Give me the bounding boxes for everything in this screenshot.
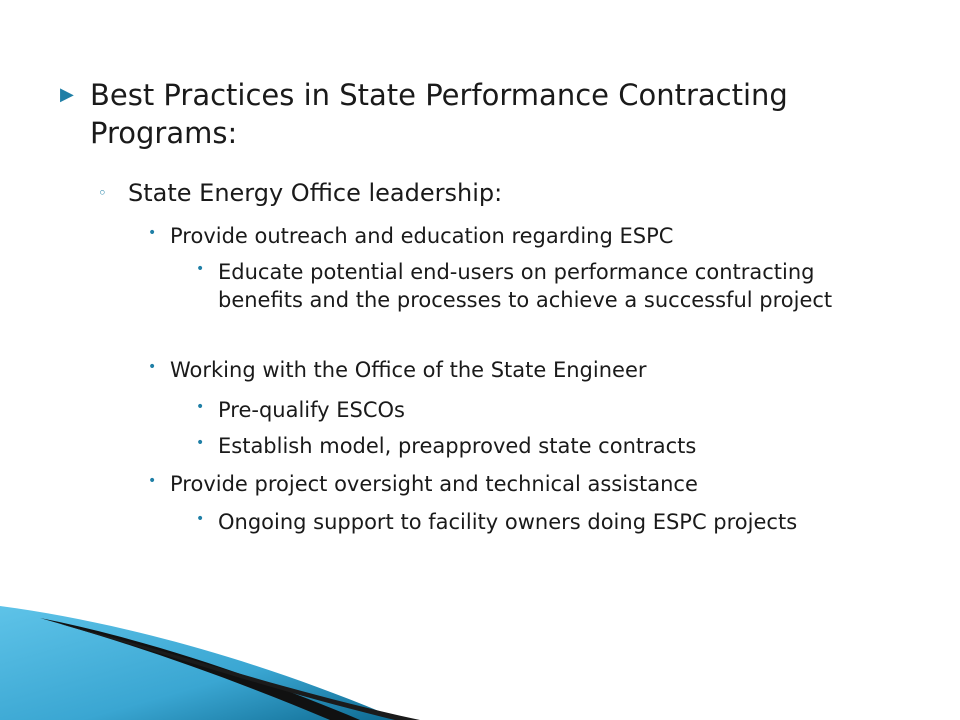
list-subitem: [196, 258, 896, 314]
list-item: [148, 470, 908, 498]
dot-bullet-icon: •: [148, 359, 157, 375]
dot-bullet-icon: •: [196, 261, 205, 277]
dot-bullet-icon: •: [148, 473, 157, 489]
item-text: Provide project oversight and technical assistance: [170, 472, 698, 496]
triangle-right-icon: ▶: [60, 84, 74, 105]
list-subitem: [196, 508, 896, 536]
dot-bullet-icon: •: [196, 435, 205, 451]
list-subitem: [196, 396, 896, 424]
dot-bullet-icon: •: [148, 225, 157, 241]
list-item: [148, 222, 908, 250]
section-title: State Energy Office leadership:: [128, 179, 503, 207]
dot-bullet-icon: •: [196, 399, 205, 415]
subitem-text: Educate potential end-users on performance contracting benefits and the processes to achieve a successful project: [218, 260, 833, 312]
ring-bullet-icon: ◦: [98, 184, 107, 202]
list-item: [148, 356, 908, 384]
dot-bullet-icon: •: [196, 511, 205, 527]
subitem-text: Establish model, preapproved state contracts: [218, 434, 697, 458]
subitem-text: Pre-qualify ESCOs: [218, 398, 406, 422]
item-text: Working with the Office of the State Engineer: [170, 358, 647, 382]
item-text: Provide outreach and education regarding ESPC: [170, 224, 674, 248]
subitem-text: Ongoing support to facility owners doing ESPC projects: [218, 510, 798, 534]
slide-heading: Best Practices in State Performance Contracting Programs:: [90, 78, 788, 150]
main-bullet: [60, 76, 880, 152]
list-subitem: [196, 432, 896, 460]
section-bullet: [98, 178, 898, 208]
